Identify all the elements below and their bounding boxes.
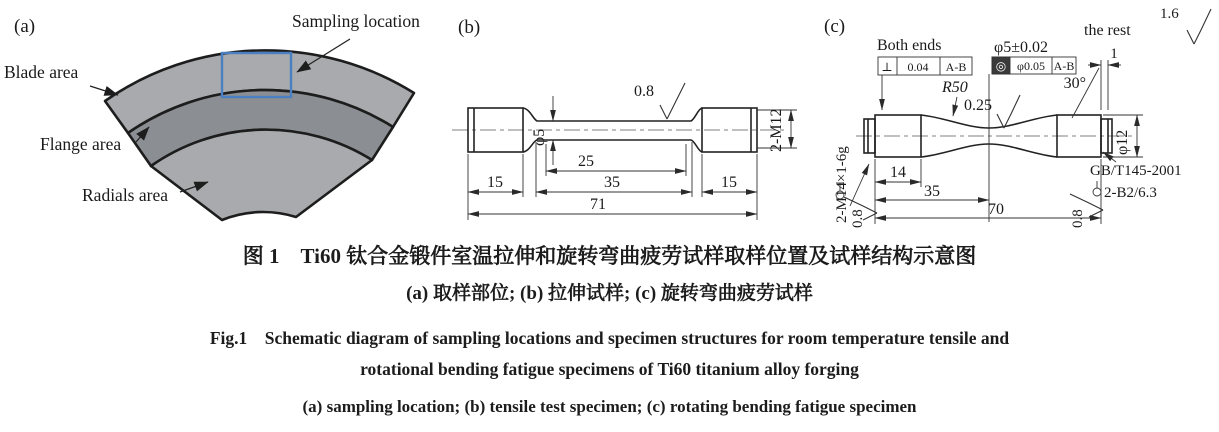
grip-length-left-label: 15 [487, 174, 503, 191]
neck-roughness-label: 0.25 [964, 97, 992, 114]
undercut-dim [1088, 46, 1121, 110]
rest-roughness-value: 1.6 [1160, 6, 1179, 22]
caption-zh-subtitle: (a) 取样部位; (b) 拉伸试样; (c) 旋转弯曲疲劳试样 [406, 283, 813, 304]
sampling-location-label: Sampling location [292, 11, 420, 31]
perp-tolerance-value: 0.04 [907, 60, 929, 74]
neck-diameter-label: φ5±0.02 [994, 39, 1049, 56]
caption-zh-title: 图 1 Ti60 钛合金锻件室温拉伸和旋转弯曲疲劳试样取样位置及试样结构示意图 [242, 244, 977, 268]
conc-datum-ref: A-B [1053, 59, 1075, 73]
gauge-length-label: 25 [578, 153, 594, 170]
rest-roughness-symbol-icon [1187, 9, 1211, 44]
panel-c-tag: (c) [824, 16, 846, 37]
thread-label: 2-M14×1-6g [834, 146, 850, 223]
total-length-label: 71 [590, 196, 606, 213]
blade-area-label: Blade area [4, 62, 79, 82]
end-roughness-right-label: 0.8 [1070, 209, 1086, 228]
neck-radius-leader [953, 97, 957, 116]
undercut-width-label: 1 [1110, 46, 1118, 62]
gauge-diameter-dim [531, 96, 553, 165]
perp-datum-ref: A-B [945, 60, 967, 74]
head-length-label: 14 [890, 164, 906, 181]
panel-b-tag: (b) [458, 17, 481, 38]
half-length-label: 35 [924, 183, 940, 200]
thread-leader [850, 164, 869, 206]
end-roughness-left-label: 0.8 [850, 209, 866, 228]
concentricity-tolerance-frame [992, 57, 1076, 74]
thread-label: 2-M12 [768, 108, 785, 152]
caption-en-subtitle: (a) sampling location; (b) tensile test specimen; (c) rotating bending fatigue specimen [302, 397, 917, 416]
head-diameter-label: φ12 [1114, 129, 1131, 155]
chamfer-angle-label: 30° [1063, 75, 1086, 92]
concentricity-symbol-icon: ◎ [995, 59, 1007, 73]
neck-radius-label: R50 [942, 79, 968, 96]
roughness-label: 0.8 [634, 83, 654, 100]
total-length-label: 70 [988, 201, 1004, 218]
center-hole-standard-label: GB/T145-2001 [1090, 163, 1182, 179]
panel-a-sampling-diagram [0, 0, 440, 230]
panel-b-tensile-specimen [440, 0, 820, 230]
caption-en-title-line2: rotational bending fatigue specimens of Ti60 titanium alloy forging [360, 359, 859, 379]
center-hole-symbol-right-icon [1093, 181, 1101, 196]
parallel-length-label: 35 [604, 174, 620, 191]
rest-label: the rest [1084, 22, 1131, 39]
grip-length-right-label: 15 [721, 174, 737, 191]
gauge-diameter-label: φ5 [531, 128, 548, 146]
both-ends-label: Both ends [877, 37, 942, 54]
panel-a-tag: (a) [14, 16, 36, 37]
panel-c-fatigue-specimen [820, 0, 1219, 230]
perp-symbol-icon: ⊥ [881, 60, 893, 74]
panel-b-drawing [440, 0, 820, 230]
center-hole-spec-label: 2-B2/6.3 [1104, 185, 1157, 201]
radials-area-label: Radials area [82, 185, 168, 205]
flange-area-label: Flange area [40, 134, 122, 154]
roughness-symbol-icon [660, 83, 685, 119]
caption-en-title-line1: Fig.1 Schematic diagram of sampling locations and specimen structures for room temperature tensile and [209, 328, 1010, 348]
panel-c-drawing [820, 0, 1219, 230]
blade-area-arrow [90, 86, 118, 95]
panel-a-drawing [0, 0, 440, 230]
conc-tolerance-value: φ0.05 [1017, 59, 1045, 73]
